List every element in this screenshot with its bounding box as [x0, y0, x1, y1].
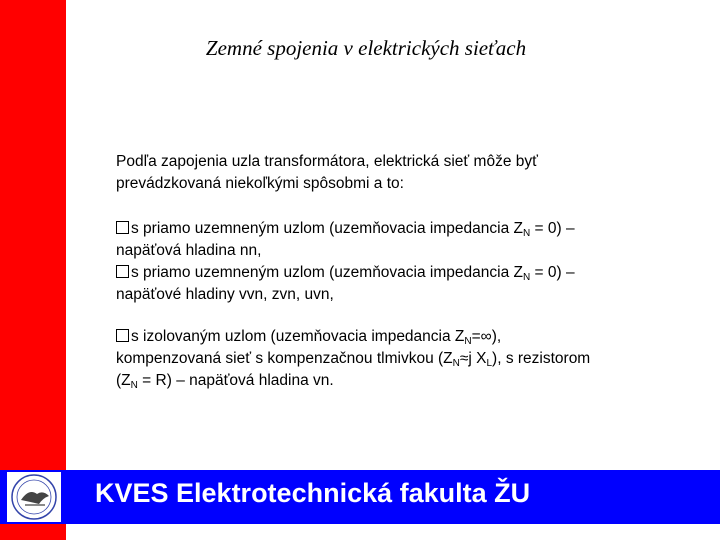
item-text: kompenzovaná sieť s kompenzačnou tlmivkou (Z	[116, 350, 453, 367]
bullet-icon	[116, 329, 129, 342]
list-item	[116, 218, 676, 262]
item-text: ), s rezistorom	[492, 350, 591, 367]
list-item	[116, 326, 676, 392]
item-text: = R) – napäťová hladina vn.	[137, 372, 334, 389]
slide-title: Zemné spojenia v elektrických sieťach	[205, 36, 527, 60]
intro-paragraph	[116, 151, 676, 195]
item-line-2: napäťové hladiny vvn, zvn, uvn,	[116, 286, 334, 303]
item-text: = 0) –	[530, 264, 575, 281]
item-text: = 0) –	[530, 220, 575, 237]
subscript: N	[130, 380, 138, 391]
list-item	[116, 262, 676, 306]
item-line-2	[116, 348, 676, 370]
footer-title: KVES Elektrotechnická fakulta ŽU	[95, 478, 531, 508]
item-text: s izolovaným uzlom (uzemňovacia impedancia Z	[131, 328, 465, 345]
item-text: s priamo uzemneným uzlom (uzemňovacia impedancia Z	[131, 220, 523, 237]
intro-line-1: Podľa zapojenia uzla transformátora, elektrická sieť môže byť	[116, 153, 538, 170]
item-text: =∞),	[471, 328, 502, 345]
bullet-icon	[116, 265, 129, 278]
item-text: s priamo uzemneným uzlom (uzemňovacia impedancia Z	[131, 264, 523, 281]
item-text: (Z	[116, 372, 131, 389]
subscript: N	[522, 272, 531, 283]
side-accent-bar	[0, 0, 66, 540]
item-line-2: napäťová hladina nn,	[116, 242, 262, 259]
item-line-3	[116, 370, 676, 392]
bullet-icon	[116, 221, 129, 234]
subscript: L	[486, 358, 493, 369]
subscript: N	[452, 358, 460, 369]
subscript: N	[464, 336, 472, 347]
intro-line-2: prevádzkovaná niekoľkými spôsobmi a to:	[116, 175, 404, 192]
university-seal-icon	[7, 472, 61, 522]
subscript: N	[522, 228, 531, 239]
item-text: ≈j X	[459, 350, 487, 367]
